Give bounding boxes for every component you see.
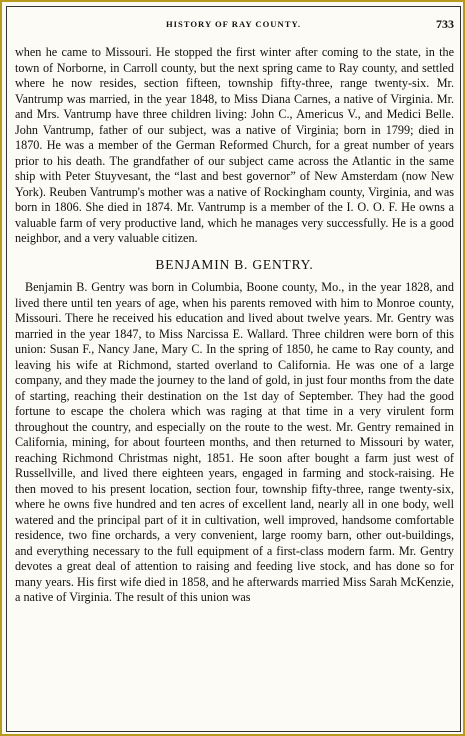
biography-paragraph: Benjamin B. Gentry was born in Columbia, Boone county, Mo., in the year 1828, and lived there until ten years of age, when his parents removed with him to Monroe county, Missouri. There he received his education and lived about twelve years. Mr. Gentry was married in the year 1847, to Miss Narcissa E. Wallard. Three children were born of this union: Susan F., Nancy Jane, Mary C. In the spring of 1850, he came to Ray county, and leaving his wife at Richmond, started overland to California. He was one of a large company, and they made the journey to the land of gold, in just four months from the date of starting, reaching their destination on the 1st day of September. They had the good fortune to escape the cholera which was raging at that time in a very virulent form throughout the country, and especially on the route to the west. Mr. Gentry remained in California, mining, for about fourteen months, and then returned to Missouri by water, reaching Richmond Christmas night, 1851. He soon after bought a farm just west of Russellville, and lived there eighteen years, engaged in farming and stock-raising. He then moved to his present location, section four, township fifty-three, range twenty-six, where he owns five hundred and ten acres of excellent land, nearly all in one body, well watered and the principal part of it in cultivation, well improved, handsome comfortable residence, two fine orchards, a very convenient, large roomy barn, other out-buildings, and everything necessary to the full equipment of a first-class modern farm. Mr. Gentry devotes a great deal of attention to raising and feeding live stock, and has done so for many years. His first wife died in 1858, and he afterwards married Miss Sarah McKenzie, a native of Virginia. The result of this union was bbox=[15, 280, 454, 604]
continuation-paragraph: when he came to Missouri. He stopped the first winter after coming to the state, in the town of Norborne, in Carroll county, but the next spring came to Ray county, and settled where he now resides, section fifteen, township fifty-three, range twenty-six. Mr. Vantrump was married, in the year 1848, to Miss Diana Carnes, a native of Virginia. Mr. and Mrs. Vantrump have three children living: John C., Americus V., and Medici Belle. John Vantrump, father of our subject, was a native of Virginia; born in 1799; died in 1870. He was a member of the German Reformed Church, for a great number of years prior to his death. The grandfather of our subject came across the Atlantic in the same ship with Peter Stuyvesant, the “last and best governor” of New Amsterdam (now New York). Reuben Vantrump's mother was a native of Rockingham county, Virginia, and was born in 1806. She died in 1874. Mr. Vantrump is a member of the I. O. O. F. He owns a valuable farm of very productive land, which he manages very successfully. He is a good neighbor, and a very valuable citizen. bbox=[15, 45, 454, 245]
biography-heading: BENJAMIN B. GENTRY. bbox=[155, 256, 314, 272]
page-number: 733 bbox=[436, 17, 454, 31]
running-title: HISTORY OF RAY COUNTY. bbox=[165, 19, 302, 29]
page-frame bbox=[6, 6, 461, 732]
running-head bbox=[7, 19, 460, 33]
page-body bbox=[15, 45, 454, 606]
